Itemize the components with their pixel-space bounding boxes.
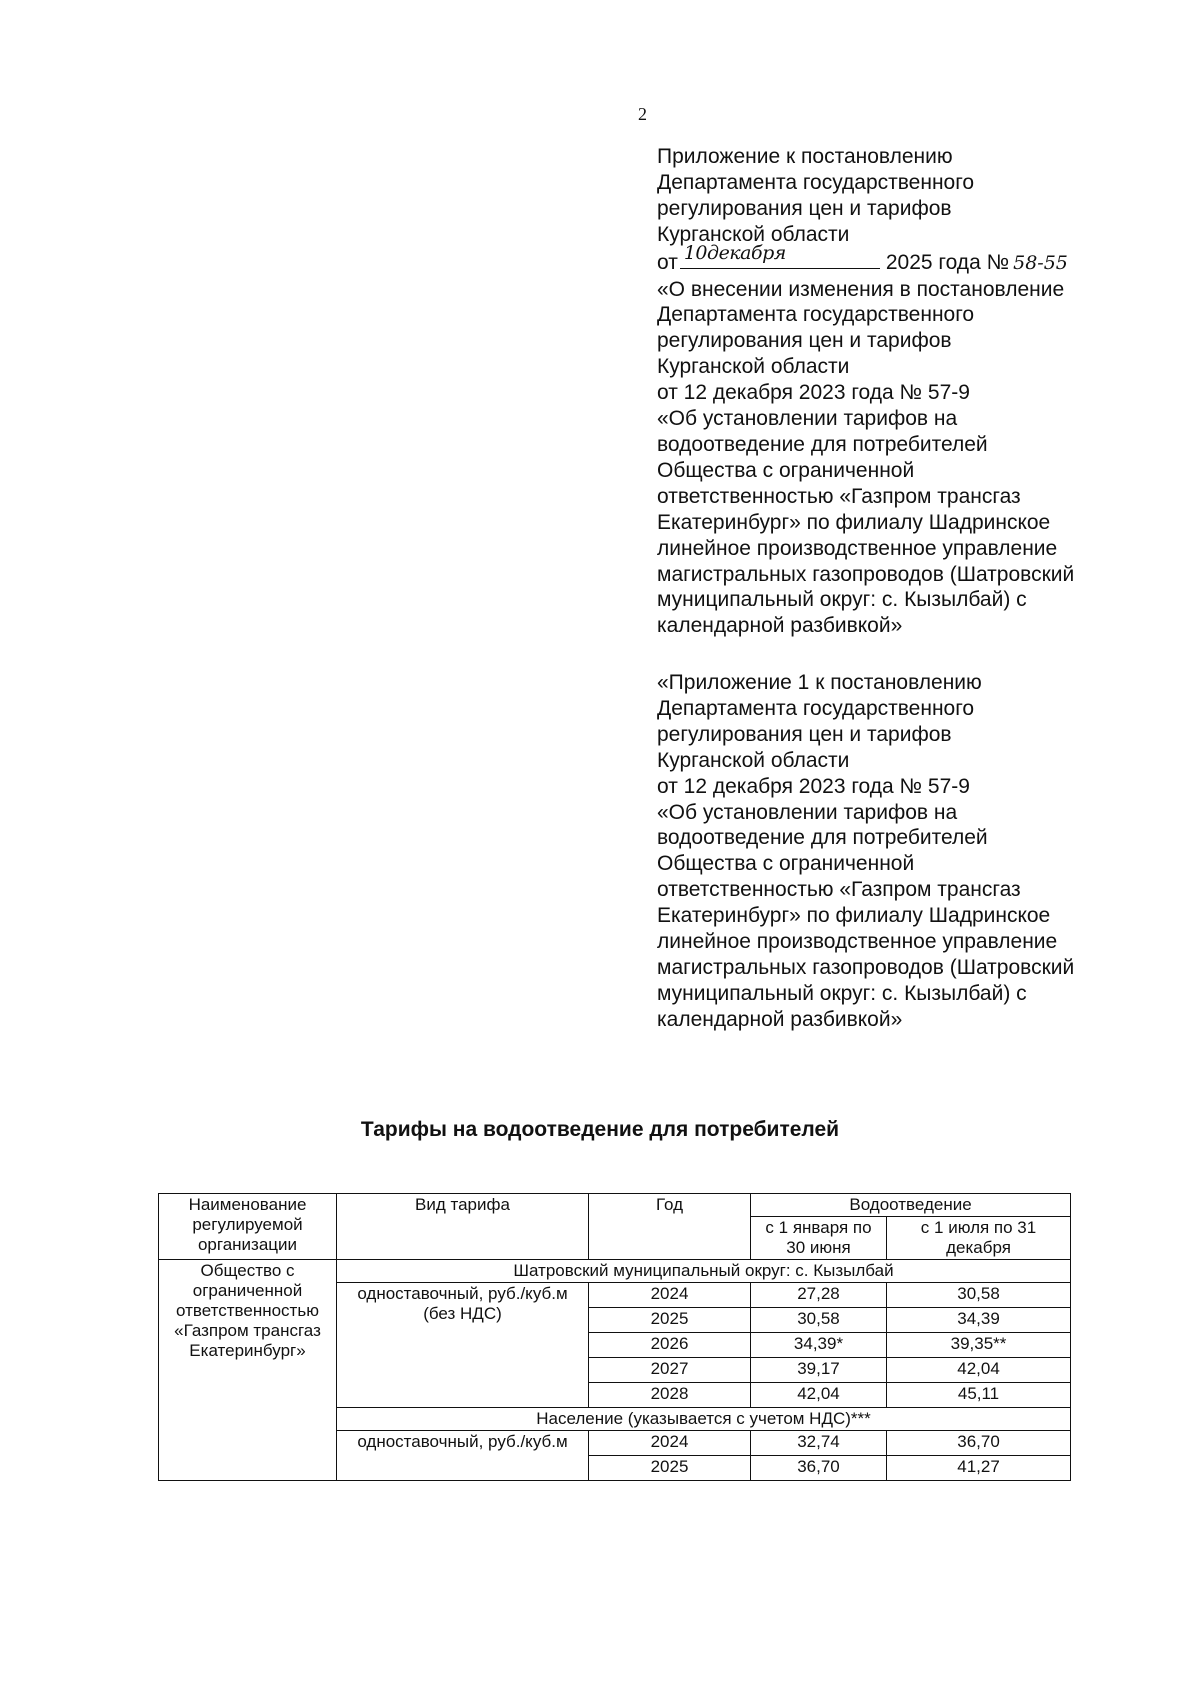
handwritten-date: 10декабря bbox=[683, 241, 786, 264]
section-title: Население (указывается с учетом НДС)*** bbox=[337, 1408, 1071, 1431]
period-1-value: 34,39* bbox=[751, 1333, 887, 1358]
period-2-value: 45,11 bbox=[887, 1383, 1071, 1408]
period-1-value: 36,70 bbox=[751, 1456, 887, 1481]
section-title: Шатровский муниципальный округ: с. Кызылбай bbox=[337, 1260, 1071, 1283]
page-number: 2 bbox=[638, 104, 647, 124]
year-cell: 2027 bbox=[589, 1358, 751, 1383]
period-2-value: 42,04 bbox=[887, 1358, 1071, 1383]
period-1-value: 42,04 bbox=[751, 1383, 887, 1408]
period-2-value: 39,35** bbox=[887, 1333, 1071, 1358]
year-cell: 2025 bbox=[589, 1456, 751, 1481]
header-period-2: с 1 июля по 31 декабря bbox=[887, 1217, 1071, 1260]
year-and-number-label: 2025 года № bbox=[885, 250, 1010, 274]
period-1-value: 39,17 bbox=[751, 1358, 887, 1383]
period-2-value: 41,27 bbox=[887, 1456, 1071, 1481]
tariff-type-cell: одноставочный, руб./куб.м (без НДС) bbox=[337, 1283, 589, 1408]
tariff-type-cell: одноставочный, руб./куб.м bbox=[337, 1431, 589, 1481]
date-prefix: от bbox=[657, 250, 678, 274]
period-2-value: 34,39 bbox=[887, 1308, 1071, 1333]
appendix-1-header: «Приложение 1 к постановлению Департамента государственного регулирования цен и тарифов Курганской области от 12 декабря 2023 года № 57-9 «Об установлении тарифов на водоотведение для потребителей Общества с ограниченной ответственностью «Газпром трансгаз Екатеринбург» по филиалу Шадринское линейное производственное управление магистральных газопроводов (Шатровский муниципальный округ: с. Кызылбай) с календарной разбивкой» bbox=[657, 671, 1075, 1031]
year-cell: 2024 bbox=[589, 1283, 751, 1308]
year-cell: 2025 bbox=[589, 1308, 751, 1333]
year-cell: 2026 bbox=[589, 1333, 751, 1358]
header-service: Водоотведение bbox=[751, 1194, 1071, 1217]
header-organization: Наименование регулируемой организации bbox=[159, 1194, 337, 1260]
handwritten-number: 58-55 bbox=[1013, 251, 1068, 274]
period-1-value: 32,74 bbox=[751, 1431, 887, 1456]
header-year: Год bbox=[589, 1194, 751, 1260]
tariffs-table bbox=[158, 1193, 1071, 1481]
period-2-value: 36,70 bbox=[887, 1431, 1071, 1456]
table-title: Тарифы на водоотведение для потребителей bbox=[360, 1118, 840, 1141]
year-cell: 2024 bbox=[589, 1431, 751, 1456]
header-tariff-type: Вид тарифа bbox=[337, 1194, 589, 1260]
period-1-value: 27,28 bbox=[751, 1283, 887, 1308]
year-cell: 2028 bbox=[589, 1383, 751, 1408]
period-2-value: 30,58 bbox=[887, 1283, 1071, 1308]
handwritten-date-field bbox=[680, 241, 880, 269]
organization-cell: Общество с ограниченной ответственностью «Газпром трансгаз Екатеринбург» bbox=[159, 1260, 337, 1481]
appendix-header bbox=[657, 144, 1127, 639]
period-1-value: 30,58 bbox=[751, 1308, 887, 1333]
header-period-1: с 1 января по 30 июня bbox=[751, 1217, 887, 1260]
appendix-header-subject: «О внесении изменения в постановление Департамента государственного регулирования цен и тарифов Курганской области от 12 декабря 2023 года № 57-9 «Об установлении тарифов на водоотведение для потребителей Общества с ограниченной ответственностью «Газпром трансгаз Екатеринбург» по филиалу Шадринское линейное производственное управление магистральных газопроводов (Шатровский муниципальный округ: с. Кызылбай) с календарной разбивкой» bbox=[657, 277, 1075, 638]
appendix-header-intro: Приложение к постановлению Департамента государственного регулирования цен и тарифов Курганской области bbox=[657, 145, 975, 246]
